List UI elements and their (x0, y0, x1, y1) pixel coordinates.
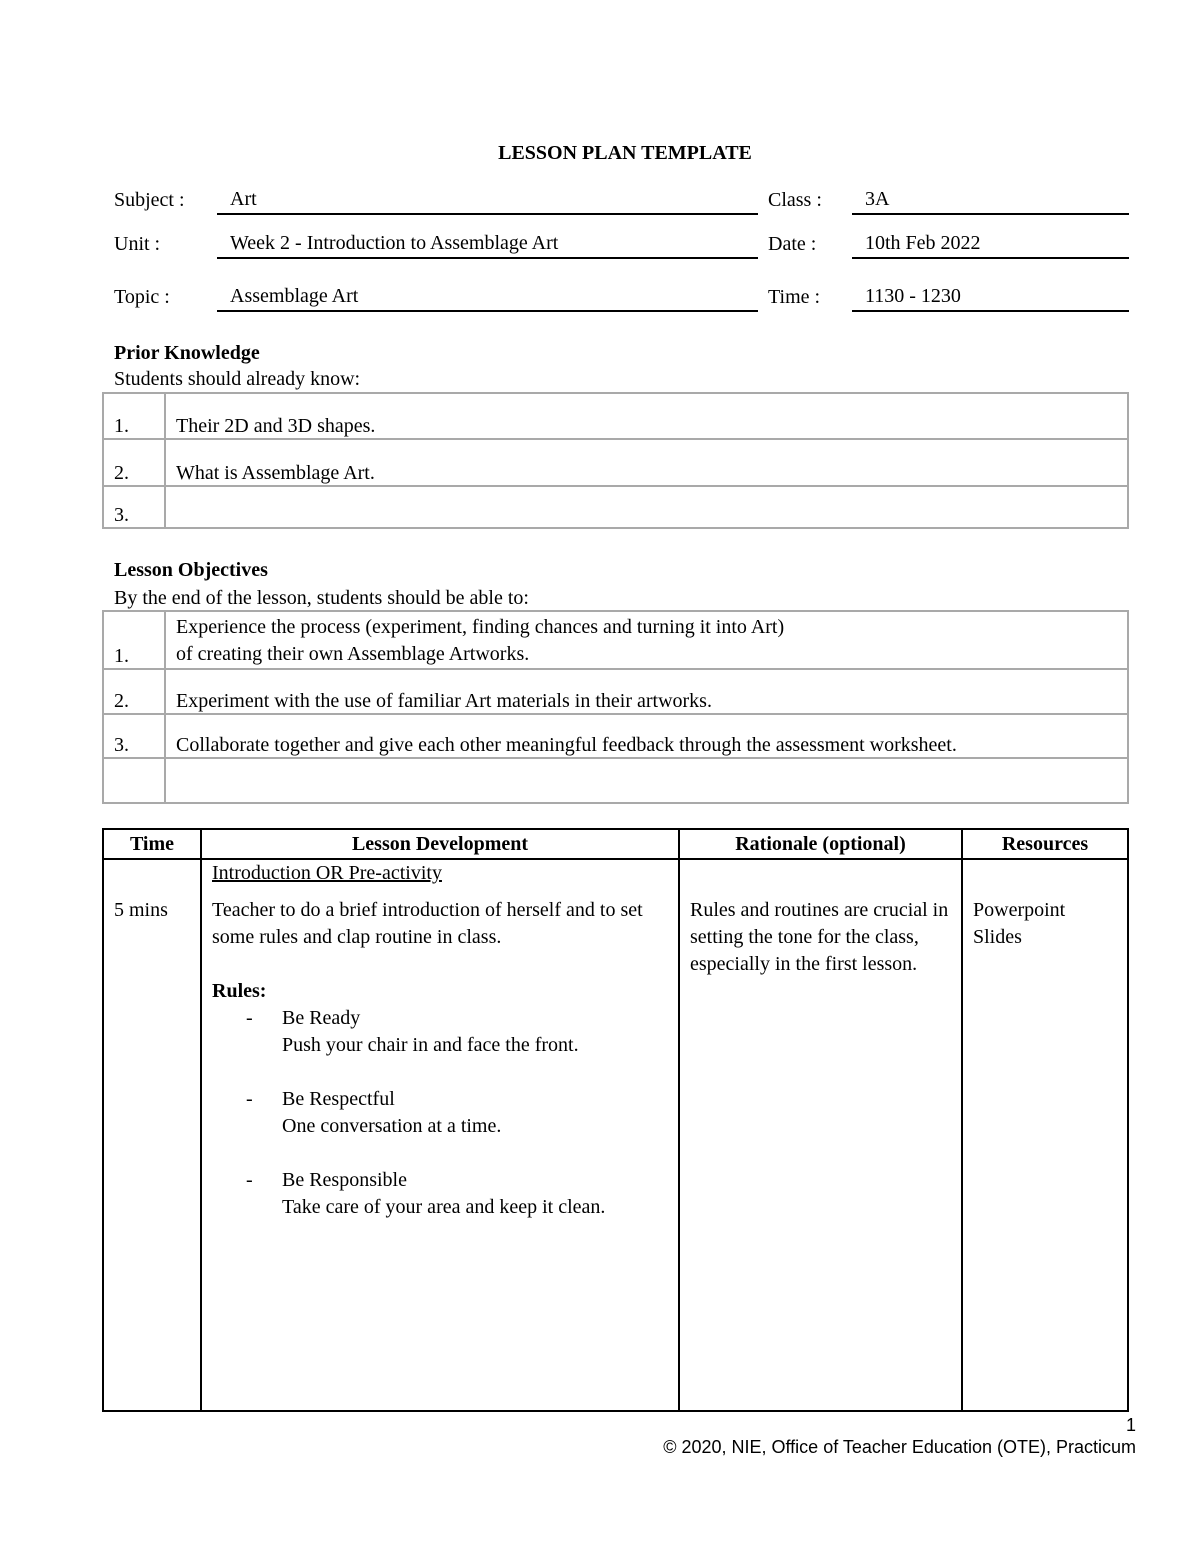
time-label: Time : (768, 286, 821, 308)
date-field: 10th Feb 2022 (852, 231, 1129, 259)
header-rationale: Rationale (optional) (679, 829, 962, 859)
rationale-cell (679, 859, 962, 1411)
row-text (165, 486, 1128, 528)
row-number: 2. (103, 669, 165, 714)
prior-knowledge-heading: Prior Knowledge (114, 342, 260, 364)
table-row (103, 714, 1128, 758)
row-number: 1. (103, 611, 165, 669)
objectives-heading: Lesson Objectives (114, 559, 268, 581)
date-label: Date : (768, 233, 817, 255)
subject-field: Art (217, 187, 758, 215)
header-resources: Resources (962, 829, 1128, 859)
subject-label: Subject : (114, 189, 185, 211)
rule-title: Be Respectful (282, 1088, 395, 1110)
row-text: Collaborate together and give each other meaningful feedback through the assessment worksheet. (165, 714, 1128, 758)
table-header-row (103, 829, 1128, 859)
objectives-table (102, 610, 1129, 804)
topic-field: Assemblage Art (217, 284, 758, 312)
unit-field: Week 2 - Introduction to Assemblage Art (217, 231, 758, 259)
objective-line-2: of creating their own Assemblage Artworks. (176, 643, 530, 665)
topic-label: Topic : (114, 286, 170, 308)
class-field: 3A (852, 187, 1129, 215)
rule-title: Be Responsible (282, 1169, 407, 1191)
row-text: Their 2D and 3D shapes. (165, 393, 1128, 439)
time-field: 1130 - 1230 (852, 284, 1129, 312)
row-text: Experiment with the use of familiar Art materials in their artworks. (165, 669, 1128, 714)
time-value: 5 mins (114, 899, 168, 921)
row-text (165, 611, 1128, 669)
table-row (103, 611, 1128, 669)
objectives-intro: By the end of the lesson, students should be able to: (114, 587, 529, 609)
table-row (103, 859, 1128, 1411)
rule-detail: One conversation at a time. (282, 1115, 502, 1137)
row-number: 3. (103, 714, 165, 758)
table-row (103, 486, 1128, 528)
list-item (212, 1086, 668, 1140)
table-row (103, 393, 1128, 439)
copyright-notice: © 2020, NIE, Office of Teacher Education (OTE), Practicum (663, 1437, 1136, 1457)
rationale-text: Rules and routines are crucial in setting the tone for the class, especially in the first lesson. (690, 899, 949, 975)
lesson-development-cell (201, 859, 679, 1411)
header-lesson-development: Lesson Development (201, 829, 679, 859)
lesson-development-table (102, 828, 1129, 1412)
page-number: 1 (1125, 1415, 1136, 1435)
row-number: 1. (103, 393, 165, 439)
resources-text: Powerpoint Slides (973, 899, 1066, 948)
row-text (165, 758, 1128, 803)
section-title: Introduction OR Pre-activity (212, 862, 442, 884)
time-cell (103, 859, 201, 1411)
row-text: What is Assemblage Art. (165, 439, 1128, 486)
rules-label: Rules: (212, 980, 267, 1002)
bullet-dash: - (246, 1088, 253, 1110)
row-number (103, 758, 165, 803)
unit-label: Unit : (114, 233, 161, 255)
row-number: 3. (103, 486, 165, 528)
table-row (103, 669, 1128, 714)
list-item (212, 1167, 668, 1221)
table-row (103, 758, 1128, 803)
header-time: Time (103, 829, 201, 859)
rule-detail: Push your chair in and face the front. (282, 1034, 579, 1056)
table-row (103, 439, 1128, 486)
class-label: Class : (768, 189, 822, 211)
row-number: 2. (103, 439, 165, 486)
intro-text: Teacher to do a brief introduction of herself and to set some rules and clap routine in class. (212, 899, 643, 948)
prior-knowledge-table (102, 392, 1129, 529)
rule-title: Be Ready (282, 1007, 361, 1029)
bullet-dash: - (246, 1169, 253, 1191)
objective-line-1: Experience the process (experiment, finding chances and turning it into Art) (176, 616, 785, 638)
page-title: LESSON PLAN TEMPLATE (498, 142, 752, 164)
list-item (212, 1005, 668, 1059)
resources-cell (962, 859, 1128, 1411)
prior-knowledge-intro: Students should already know: (114, 368, 361, 390)
rule-detail: Take care of your area and keep it clean. (282, 1196, 606, 1218)
bullet-dash: - (246, 1007, 253, 1029)
